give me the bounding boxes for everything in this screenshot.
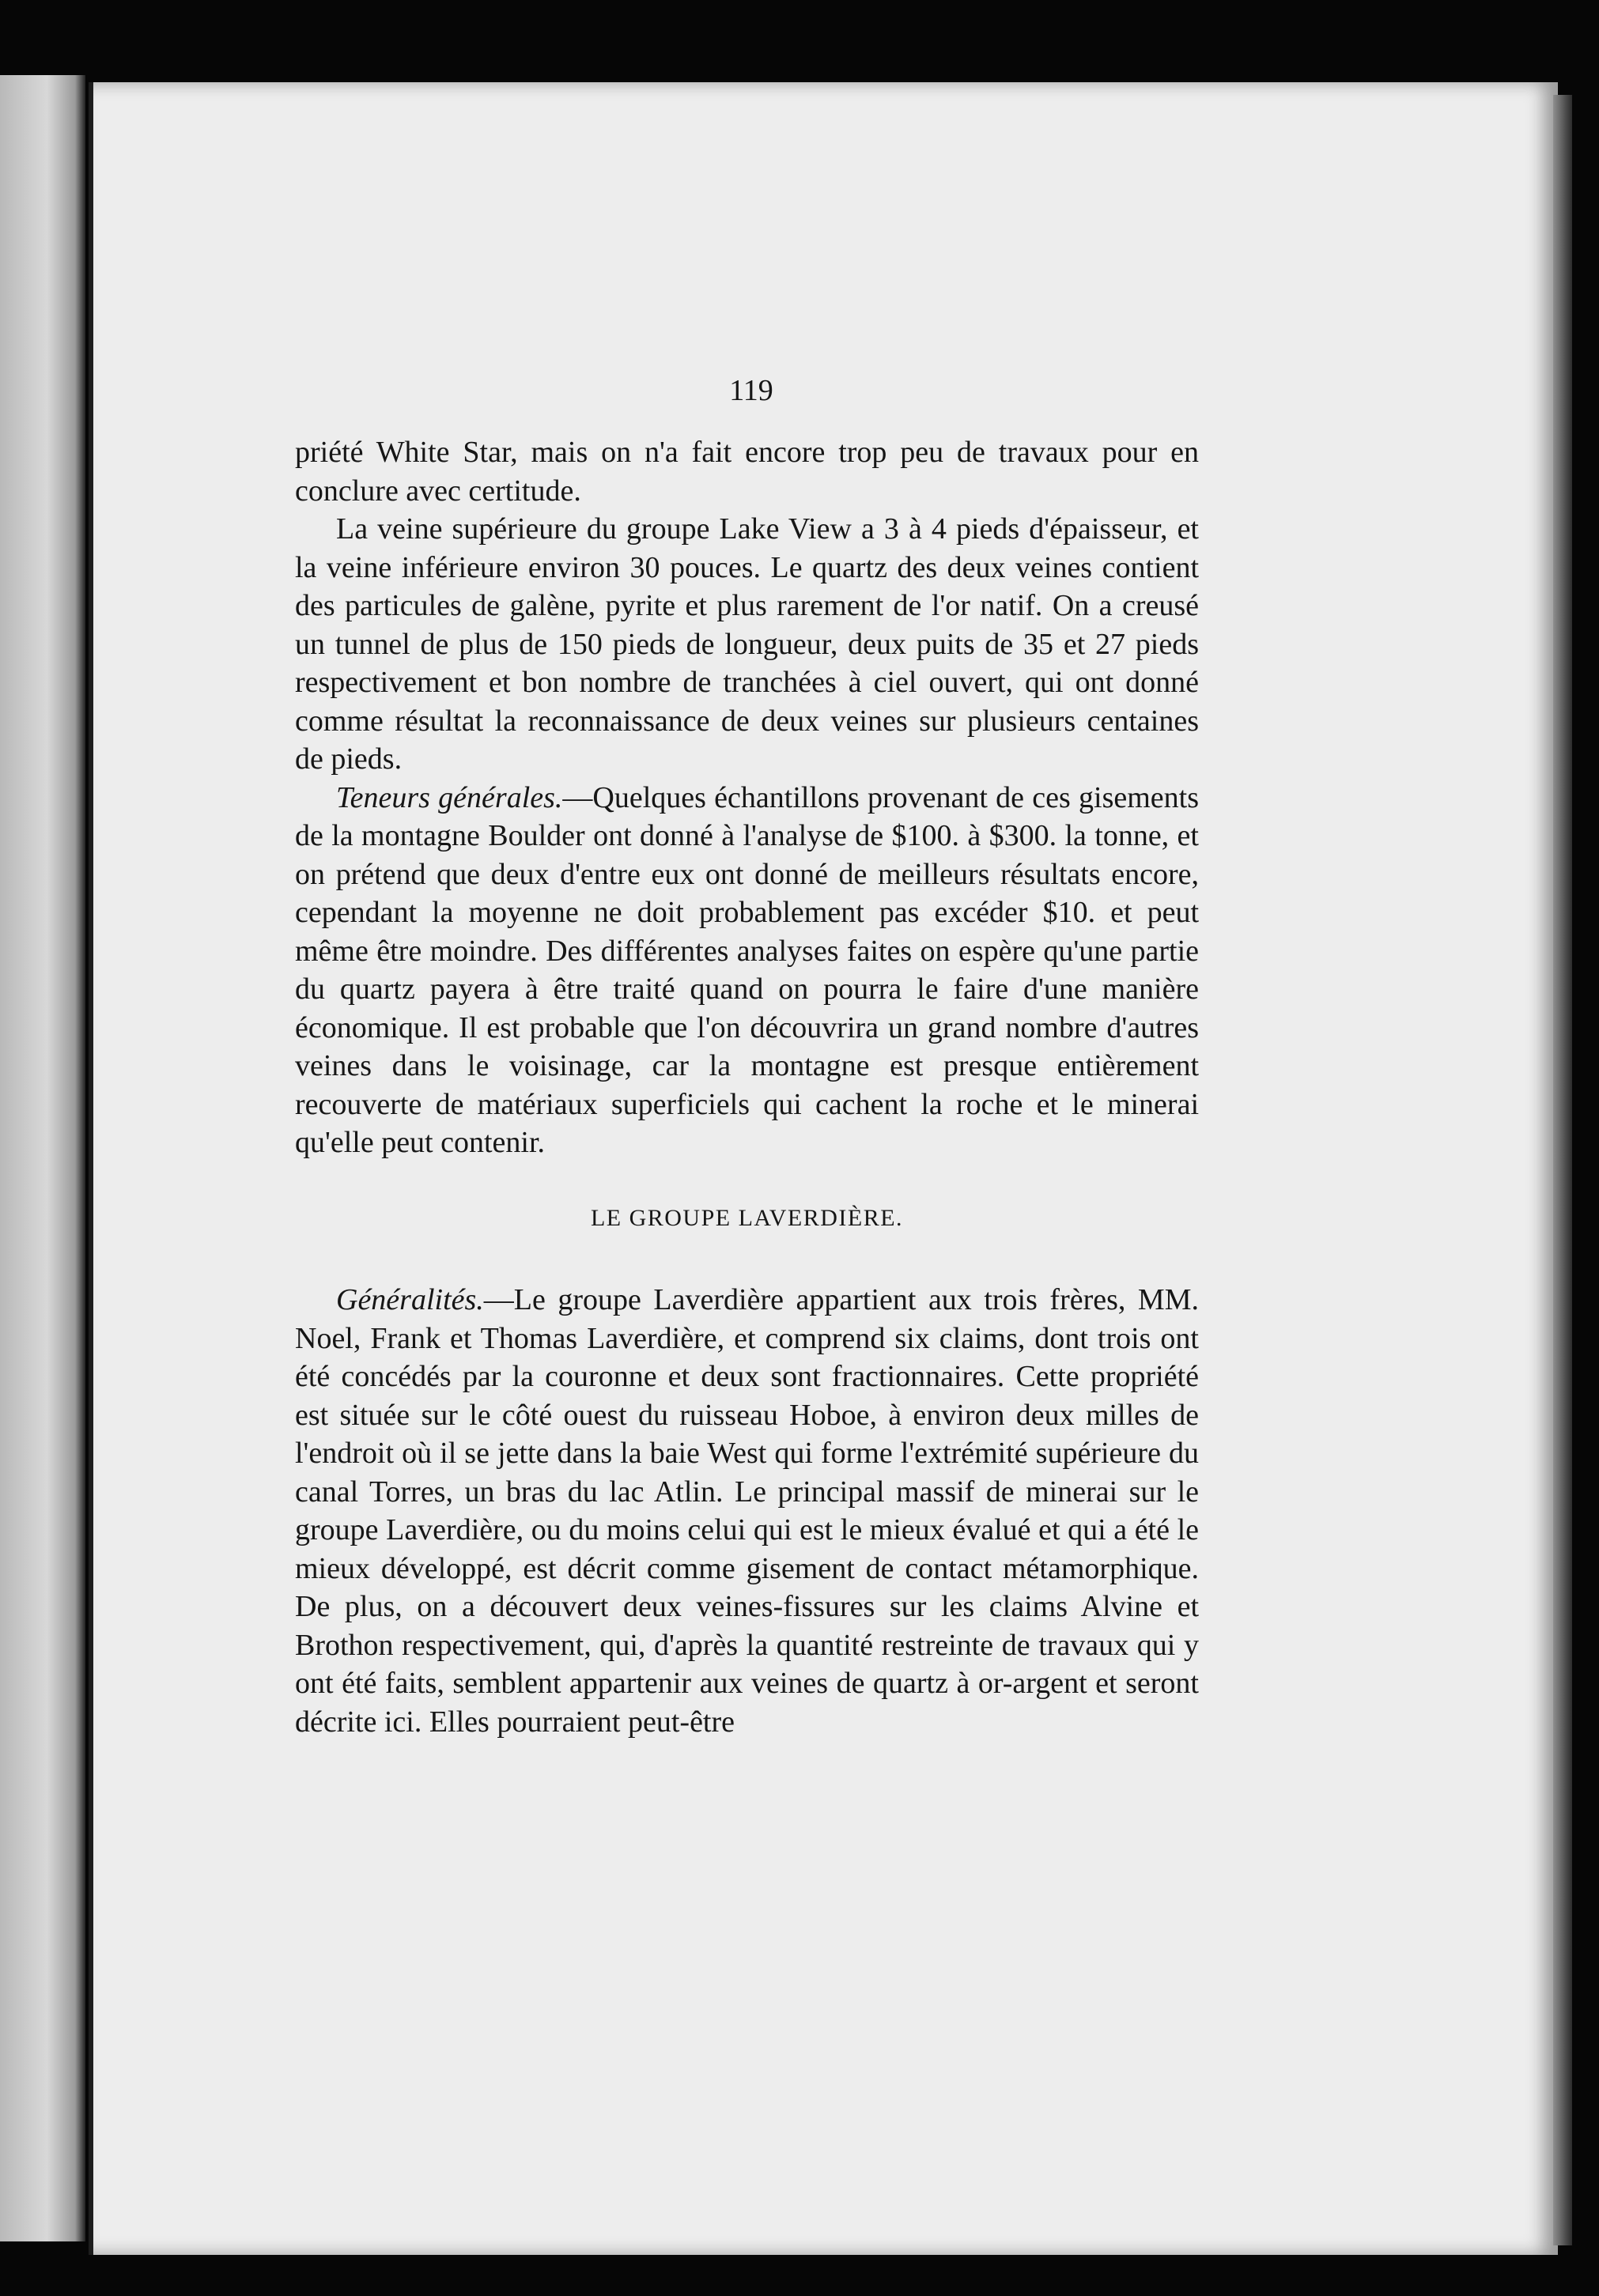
paragraph-continued: [295, 433, 1199, 510]
paragraph-lake-view: [295, 510, 1199, 779]
page-body: [295, 433, 1199, 1741]
paragraph-text: —Quelques échantillons provenant de ces gisements de la montagne Boulder ont donné à l'analyse de $100. à $300. la tonne, et on prétend que deux d'entre eux ont donné de meilleurs résultats encore, cependant la moyenne ne doit probablement pas excéder $10. et peut même être moindre. Des différentes analyses faites on espère qu'une partie du quartz payera à être traité quand on pourra le faire d'une manière économique. Il est probable que l'on découvrira un grand nombre d'autres veines dans le voisinage, car la montagne est presque entièrement recouverte de matériaux superficiels qui cachent la roche et le minerai qu'elle peut contenir.: [295, 780, 1200, 1159]
section-heading: LE GROUPE LAVERDIÈRE.: [590, 1204, 904, 1231]
page-number: 119: [729, 374, 773, 407]
paragraph-lead: Généralités.: [336, 1283, 484, 1316]
paragraph-teneurs-generales: [295, 779, 1199, 1162]
page-edge-shadow: [1553, 95, 1572, 2245]
paragraph-text: priété White Star, mais on n'a fait encore trop peu de travaux pour en conclure avec certitude.: [295, 436, 1199, 508]
paragraph-text: La veine supérieure du groupe Lake View a 3 à 4 pieds d'épaisseur, et la veine inférieure environ 30 pouces. Le quartz des deux veines contient des particules de galène, pyrite et plus rarement de l'or natif. On a creusé un tunnel de plus de 150 pieds de longueur, deux puits de 35 et 27 pieds respectivement et bon nombre de tranchées à ciel ouvert, qui ont donné comme résultat la reconnaissance de deux veines sur plusieurs centaines de pieds.: [295, 512, 1199, 776]
paragraph-lead: Teneurs générales.: [336, 780, 563, 814]
paragraph-text: —Le groupe Laverdière appartient aux trois frères, MM. Noel, Frank et Thomas Laverdière, et comprend six claims, dont trois ont été concédés par la couronne et deux sont fractionnaires. Cette propriété est située sur le côté ouest du ruisseau Hoboe, à environ deux milles de l'endroit où il se jette dans la baie West qui forme l'extrémité supérieure du canal Torres, un bras du lac Atlin. Le principal massif de minerai sur le groupe Laverdière, ou du moins celui qui est le mieux évalué et qui a été le mieux développé, est décrit comme gisement de contact métamorphique. De plus, on a découvert deux veines-fissures sur les claims Alvine et Brothon respectivement, qui, d'après la quantité restreinte de travaux qui y ont été faits, semblent appartenir aux veines de quartz à or-argent et seront décrite ici. Elles pourraient peut-être: [295, 1283, 1199, 1739]
paragraph-generalites: [295, 1281, 1199, 1741]
